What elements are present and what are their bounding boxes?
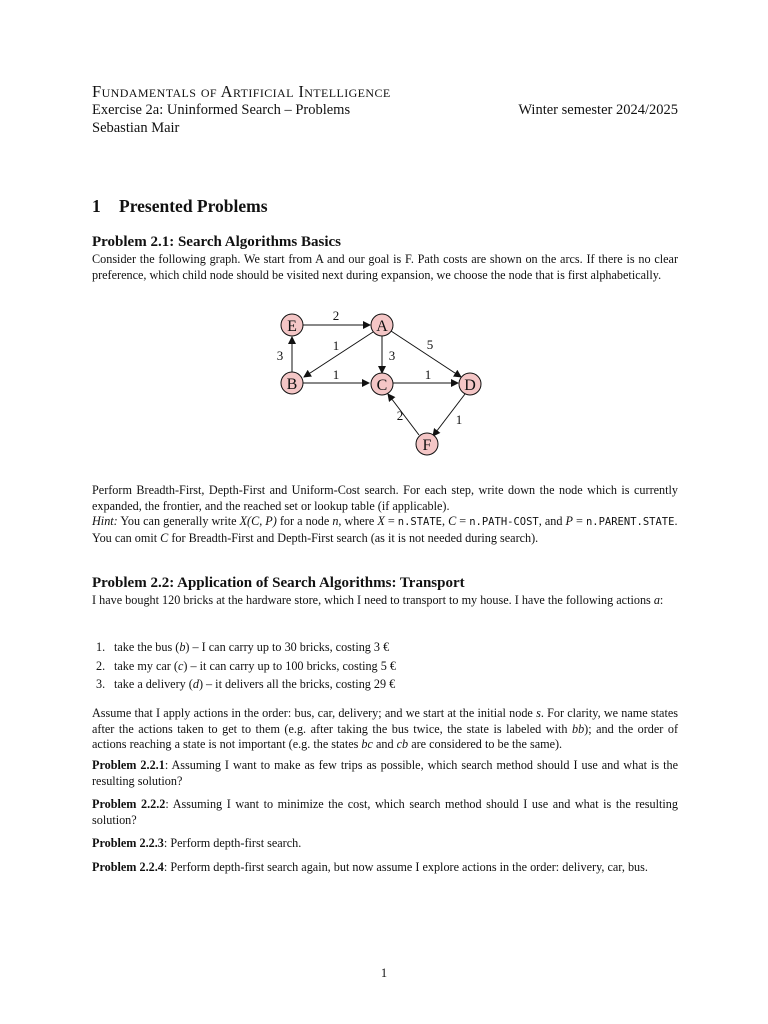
assumption-block bbox=[92, 706, 678, 753]
hint-text: You can generally write bbox=[117, 514, 240, 529]
cost-b-c: 1 bbox=[332, 367, 340, 382]
hint-text: , where bbox=[338, 514, 378, 529]
hint-math: P bbox=[565, 514, 573, 529]
problem-2-1-task-text: Perform Breadth-First, Depth-First and Uniform-Cost search. For each step, write down the node which is currently expanded, the frontier, and the reached set or lookup table (if applicable). bbox=[92, 483, 678, 513]
intro-text: : bbox=[659, 593, 664, 607]
action-text: take a delivery ( bbox=[114, 677, 193, 691]
subproblem-label: Problem 2.2.3 bbox=[92, 836, 164, 851]
problem-2-1-hint bbox=[92, 514, 678, 546]
assume-math: s bbox=[536, 706, 541, 720]
document-page bbox=[92, 82, 678, 874]
header-row bbox=[92, 101, 678, 119]
cost-d-f: 1 bbox=[455, 412, 463, 427]
list-item-text bbox=[114, 638, 389, 657]
list-item-number: 1. bbox=[96, 640, 106, 654]
problem-2-1-task bbox=[92, 483, 678, 546]
subproblem-text: : Assuming I want to make as few trips as possible, which search method should I use and what is the resulting solution? bbox=[92, 758, 678, 788]
assume-math: bb bbox=[571, 721, 585, 736]
node-label-c: C bbox=[376, 377, 388, 394]
section-number: 1 bbox=[92, 196, 101, 216]
subproblem-2-2-2 bbox=[92, 797, 678, 828]
node-label-f: F bbox=[422, 437, 432, 454]
cost-a-d: 5 bbox=[426, 337, 434, 352]
cost-a-b: 1 bbox=[332, 338, 340, 353]
assumption-text bbox=[92, 706, 678, 753]
list-item bbox=[92, 657, 678, 676]
list-item-number: 2. bbox=[96, 658, 106, 673]
hint-math: X(C, P) bbox=[239, 514, 277, 529]
subproblem-2-2-1 bbox=[92, 758, 678, 789]
list-item-text bbox=[114, 675, 395, 694]
action-var: c bbox=[177, 658, 184, 673]
problem-2-1-title: Problem 2.1: Search Algorithms Basics bbox=[92, 234, 342, 250]
hint-text: for Breadth-First and Depth-First search (as it is not needed during search). bbox=[168, 530, 539, 545]
hint-text: , bbox=[442, 514, 449, 529]
subproblem-text: : Perform depth-first search. bbox=[163, 836, 302, 851]
hint-code: n.PATH-COST bbox=[469, 516, 539, 529]
problem-2-2-intro bbox=[92, 593, 678, 609]
list-item bbox=[92, 675, 678, 694]
assume-text: and bbox=[372, 737, 397, 752]
subproblem-text: : Assuming I want to minimize the cost, which search method should I use and what is the resulting solution? bbox=[92, 797, 678, 827]
assume-text: are considered to be the same). bbox=[408, 737, 563, 752]
intro-math: a bbox=[653, 593, 660, 607]
hint-label: Hint: bbox=[92, 514, 118, 529]
author: Sebastian Mair bbox=[92, 120, 180, 136]
problem-2-1 bbox=[92, 233, 678, 283]
hint-text: You can omit bbox=[92, 530, 161, 545]
section-heading bbox=[92, 196, 268, 217]
course-title: Fundamentals of Artificial Intelligence bbox=[92, 82, 391, 101]
search-graph bbox=[272, 308, 492, 458]
hint-code: n.STATE bbox=[397, 516, 443, 529]
cost-f-c: 2 bbox=[396, 408, 404, 423]
problem-2-2 bbox=[92, 574, 678, 609]
subproblem-label: Problem 2.2.1 bbox=[92, 758, 165, 772]
actions-list-block bbox=[92, 638, 678, 694]
subproblems-block bbox=[92, 758, 678, 884]
intro-text: I have bought 120 bricks at the hardware store, which I need to transport to my house. I have the following actions bbox=[92, 593, 654, 607]
cost-c-d: 1 bbox=[424, 367, 432, 382]
node-label-a: A bbox=[376, 318, 388, 335]
subproblem-text: : Perform depth-first search again, but now assume I explore actions in the order: delivery, car, bus. bbox=[163, 859, 648, 874]
action-var: d bbox=[192, 677, 199, 691]
edge-f-c bbox=[388, 394, 419, 435]
problem-2-1-intro: Consider the following graph. We start from A and our goal is F. Path costs are shown on the arcs. If there is no clear preference, which child node should be visited next during expansion, we choose the node that is first alphabetically. bbox=[92, 252, 678, 282]
assume-text: Assume that I apply actions in the order: bus, car, delivery; and we start at the initial node bbox=[92, 706, 537, 720]
hint-text: , and bbox=[538, 514, 566, 529]
subproblem-label: Problem 2.2.2 bbox=[92, 797, 166, 812]
subproblem-label: Problem 2.2.4 bbox=[92, 859, 164, 874]
hint-math: n bbox=[332, 514, 339, 529]
cost-e-a: 2 bbox=[332, 308, 340, 323]
section-title: Presented Problems bbox=[119, 196, 268, 216]
action-text: take the bus ( bbox=[114, 640, 180, 654]
page-number: 1 bbox=[380, 966, 388, 980]
hint-math: C bbox=[160, 530, 169, 545]
assume-math: cb bbox=[396, 737, 409, 752]
assume-text: . For clarity, we name states after the actions taken to get to them (e.g. after taking the bus twice, the state is labeled with bbox=[92, 706, 678, 736]
cost-a-c: 3 bbox=[388, 348, 396, 363]
cost-b-e: 3 bbox=[276, 348, 284, 363]
hint-code: n.PARENT.STATE bbox=[585, 516, 675, 529]
action-var: b bbox=[179, 640, 186, 654]
hint-math: X bbox=[377, 514, 385, 529]
hint-text: = bbox=[384, 514, 398, 529]
actions-list bbox=[92, 638, 678, 694]
action-text: take my car ( bbox=[114, 658, 178, 673]
assume-text: ); and the order of actions reaching a state is not important (e.g. the states bbox=[92, 721, 678, 752]
node-label-b: B bbox=[286, 376, 298, 393]
node-label-e: E bbox=[287, 318, 297, 335]
exercise-title: Exercise 2a: Uninformed Search – Problems bbox=[92, 102, 351, 118]
assume-math: bc bbox=[361, 737, 373, 752]
subproblem-2-2-3 bbox=[92, 836, 678, 852]
subproblem-2-2-4 bbox=[92, 860, 678, 876]
hint-text: = bbox=[456, 514, 470, 529]
hint-text: for a node bbox=[276, 514, 333, 529]
hint-text: . bbox=[674, 514, 678, 529]
list-item-text bbox=[114, 657, 396, 676]
action-text: ) – it can carry up to 100 bricks, costing 5 € bbox=[183, 658, 396, 673]
list-item-number: 3. bbox=[96, 677, 106, 691]
hint-math: C bbox=[448, 514, 457, 529]
action-text: ) – it delivers all the bricks, costing 29 € bbox=[198, 677, 396, 691]
problem-2-2-title: Problem 2.2: Application of Search Algorithms: Transport bbox=[92, 575, 465, 591]
hint-text: = bbox=[572, 514, 586, 529]
node-label-d: D bbox=[464, 377, 476, 394]
list-item bbox=[92, 638, 678, 657]
action-text: ) – I can carry up to 30 bricks, costing 3 € bbox=[185, 640, 390, 654]
semester: Winter semester 2024/2025 bbox=[518, 102, 678, 118]
